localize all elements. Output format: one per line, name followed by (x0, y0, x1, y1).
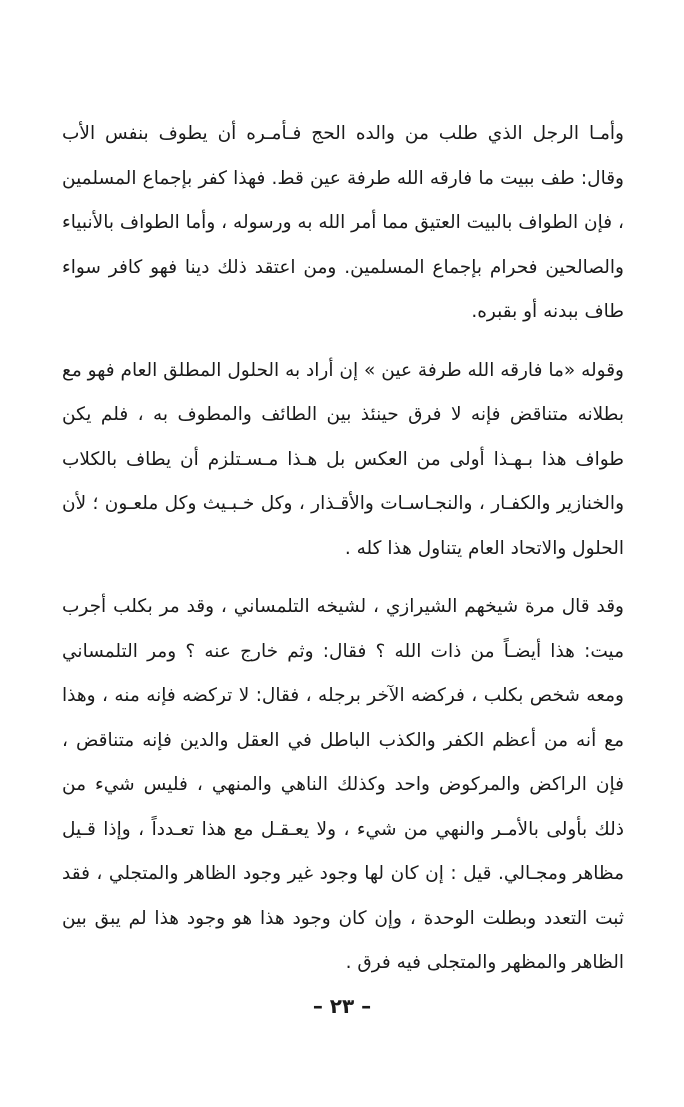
paragraph-3: وقد قال مرة شيخهم الشيرازي ، لشيخه التلمساني ، وقد مر بكلب أجرب ميت: هذا أيضـاً من ذات الله ؟ فقال: وثم خارج عنه ؟ ومر التلمساني ومعه شخص بكلب ، فركضه الآخر برجله ، فقال: لا تركضه فإنه منه ، وهذا مع أنه من أعظم الكفر والكذب الباطل في العقل والدين فإنه متناقض ، فإن الراكض والمركوض واحد وكذلك الناهي والمنهي ، فليس شيء من ذلك بأولى بالأمـر والنهي من شيء ، ولا يعـقـل مع هذا تعـدداً ، وإذا قـيل مظاهر ومجـالي. قيل : إن كان لها وجود غير وجود الظاهر والمتجلي ، فقد ثبت التعدد وبطلت الوحدة ، وإن كان وجود هذا هو وجود هذا لم يبق بين الظاهر والمظهر والمتجلى فيه فرق . (62, 596, 624, 973)
paragraph-2: وقوله «ما فارقه الله طرفة عين » إن أراد به الحلول المطلق العام فهو مع بطلانه متناقض فإنه لا فرق حينئذ بين الطائف والمطوف به ، فلم يكن طواف هذا بـهـذا أولى من العكس بل هـذا مـسـتلزم أن يطاف بالكلاب والخنازير والكفـار ، والنجـاسـات والأقـذار ، وكل خـبـيث وكل ملعـون ؛ لأن الحلول والاتحاد العام يتناول هذا كله . (62, 359, 624, 559)
paragraph-1: وأمـا الرجل الذي طلب من والده الحج فـأمـره أن يطوف بنفس الأب وقال: طف ببيت ما فارقه الله طرفة عين قط. فهذا كفر بإجماع المسلمين ، فإن الطواف بالبيت العتيق مما أمر الله به ورسوله ، وأما الطواف بالأنبياء والصالحين فحرام بإجماع المسلمين. ومن اعتقد ذلك دينا فهو كافر سواء طاف ببدنه أو بقبره. (62, 123, 624, 322)
page-number: – ٢٣ – (312, 994, 372, 1018)
